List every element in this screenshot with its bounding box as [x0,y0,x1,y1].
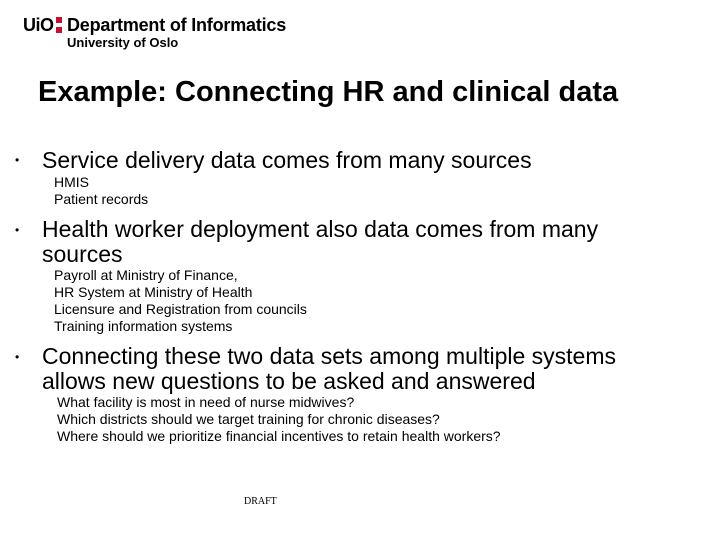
university-logo [23,14,287,50]
bullet-marker: • [15,153,20,167]
bullet-text: allows new questions to be asked and answered [42,368,536,394]
bullet-text: sources [42,241,123,267]
sub-item: What facility is most in need of nurse midwives? [57,394,355,410]
sub-item: Payroll at Ministry of Finance, [54,267,238,283]
department-name: Department of Informatics [67,15,287,35]
bullet-marker: • [15,223,20,237]
bullet-text: Connecting these two data sets among multiple systems [42,343,617,369]
bullet-text: Health worker deployment also data comes from many [42,216,599,242]
sub-item: Patient records [54,191,149,207]
sub-item: HMIS [54,174,89,190]
sub-item: Licensure and Registration from councils [54,301,307,317]
sub-item: Training information systems [54,318,233,334]
sub-item: Which districts should we target training for chronic diseases? [57,411,440,427]
university-name: University of Oslo [67,35,179,50]
sub-item: HR System at Ministry of Health [54,284,253,300]
draft-note: DRAFT [244,496,277,507]
sub-item: Where should we prioritize financial incentives to retain health workers? [57,428,501,444]
bullet-text: Service delivery data comes from many sources [42,147,532,173]
logo-colon-icon [56,17,62,33]
bullet-marker: • [15,350,20,364]
uio-logo-mark: UiO [23,15,54,35]
slide-title: Example: Connecting HR and clinical data [38,76,619,108]
